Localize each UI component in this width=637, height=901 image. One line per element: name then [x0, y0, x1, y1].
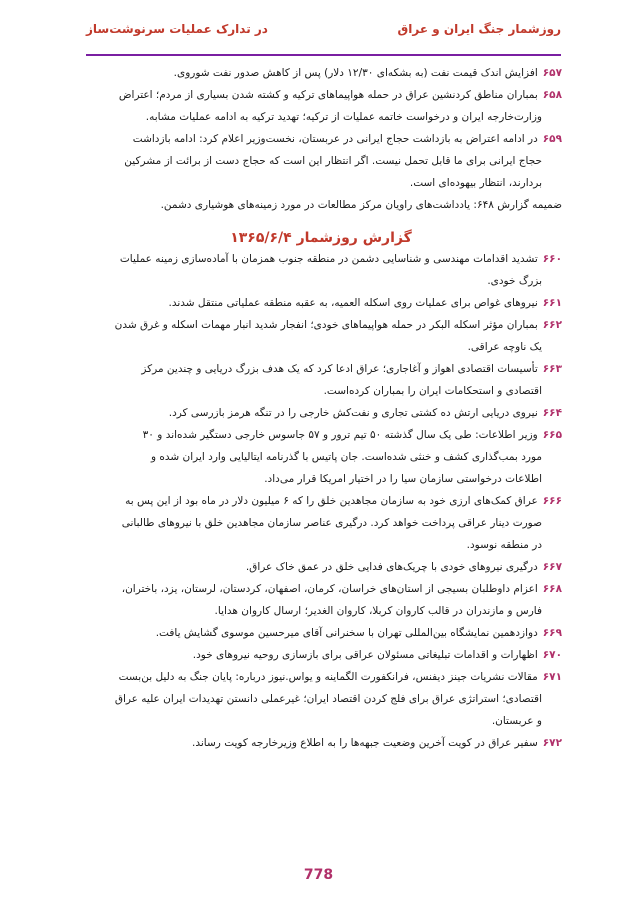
entry-line — [80, 710, 562, 732]
appendix-note: ضمیمه گزارش ۶۴۸: یادداشت‌های راویان مرکز مطالعات در مورد زمینه‌های هوشیاری دشمن. — [160, 199, 562, 211]
entry-line — [80, 270, 562, 292]
entry-text: نیروی دریایی ارتش ده کشتی تجاری و نفت‌کش خارجی را در تنگه هرمز بازرسی کرد. — [168, 407, 538, 419]
page-header — [86, 22, 561, 42]
entry-number: ۶۷۲ — [542, 737, 562, 749]
entry-line — [80, 556, 562, 578]
entry-text: فارس و مازندران در قالب کاروان کربلا، کاروان الغدیر؛ ارسال کاروان هدایا. — [214, 605, 542, 617]
entry-text: درگیری نیروهای خودی با چریک‌های فدایی خلق در عمق خاک عراق. — [245, 561, 538, 573]
entry-number: ۶۶۲ — [542, 319, 562, 331]
entry-text: بمباران مناطق کردنشین عراق در حمله هواپیماهای ترکیه و کشته شدن بسیاری از مردم؛ اعتراض — [118, 89, 538, 101]
entry-text: سفیر عراق در کویت آخرین وضعیت جبهه‌ها را به اطلاع وزیرخارجه کویت رساند. — [192, 737, 538, 749]
entry-number: ۶۶۷ — [542, 561, 562, 573]
entry-line — [80, 688, 562, 710]
entry-number: ۶۷۱ — [542, 671, 562, 683]
entry-text: مورد بمب‌گذاری کشف و خنثی شده‌است. جان پاتیس با گذرنامه ایتالیایی وارد ایران شده و — [150, 451, 542, 463]
entry-number: ۶۶۱ — [542, 297, 562, 309]
entry-line — [80, 150, 562, 172]
entry-line — [80, 666, 562, 688]
entry-line — [80, 424, 562, 446]
entry-text: یک ناوچه عراقی. — [467, 341, 542, 353]
chapter-subtitle: در تدارک عملیات سرنوشت‌ساز — [86, 22, 268, 36]
entry-line — [80, 62, 562, 84]
entry-text: افزایش اندک قیمت نفت (به بشکه‌ای ۱۲/۳۰ دلار) پس از کاهش صدور نفت شوروی. — [173, 67, 538, 79]
entry-line — [80, 512, 562, 534]
entry-number: ۶۵۹ — [542, 133, 562, 145]
entry-number: ۶۵۷ — [542, 67, 562, 79]
entry-number: ۶۶۵ — [542, 429, 562, 441]
entry-line — [80, 578, 562, 600]
entry-text: تشدید اقدامات مهندسی و شناسایی دشمن در منطقه جنوب همزمان با آماده‌سازی زمینه عملیات — [119, 253, 538, 265]
entry-line — [80, 314, 562, 336]
entry-line — [80, 732, 562, 754]
entry-text: اطلاعات درخواستی سازمان سیا را در اختیار امریکا قرار می‌داد. — [264, 473, 542, 485]
entry-text: اظهارات و اقدامات تبلیغاتی مسئولان عراقی برای بازسازی روحیه نیروهای خود. — [192, 649, 538, 661]
entries-part-2 — [80, 248, 562, 754]
entry-text: نیروهای غواص برای عملیات روی اسکله العمیه، به عقبه منطقه عملیاتی منتقل شدند. — [168, 297, 538, 309]
entry-text: حجاج ایرانی برای ما قابل تحمل نیست. اگر انتظار این است که حجاج دست از برائت از مشرکین — [124, 155, 542, 167]
entry-text: در منطقه نوسود. — [466, 539, 542, 551]
entry-number: ۶۶۶ — [542, 495, 562, 507]
entry-text: وزارت‌خارجه ایران و درخواست خاتمه عملیات از ترکیه؛ تهدید ترکیه به ادامه عملیات مشابه. — [145, 111, 542, 123]
entry-line — [80, 292, 562, 314]
entry-line — [80, 468, 562, 490]
entry-number: ۶۶۸ — [542, 583, 562, 595]
entry-number: ۶۶۰ — [542, 253, 562, 265]
entry-text: بردارند، انتظار بیهوده‌ای است. — [409, 177, 542, 189]
entry-number: ۶۶۹ — [542, 627, 562, 639]
entry-line — [80, 248, 562, 270]
entry-line — [80, 128, 562, 150]
entry-text: اقتصادی و استحکامات ایران را بمباران کرده‌است. — [323, 385, 542, 397]
entry-line — [80, 402, 562, 424]
entry-line — [80, 446, 562, 468]
entry-text: بزرگ خودی. — [487, 275, 542, 287]
entry-text: تأسیسات اقتصادی اهواز و آغاجاری؛ عراق ادعا کرد که یک هدف بزرگ دریایی و چندین مرکز — [141, 363, 538, 375]
entry-line — [80, 358, 562, 380]
entry-number: ۶۵۸ — [542, 89, 562, 101]
entry-line — [80, 336, 562, 358]
entry-text: دوازدهمین نمایشگاه بین‌المللی تهران با سخنرانی آقای میرحسین موسوی گشایش یافت. — [155, 627, 538, 639]
entries-part-1 — [80, 62, 562, 194]
entry-text: در ادامه اعتراض به بازداشت حجاج ایرانی در عربستان، نخست‌وزیر اعلام کرد: ادامه بازداشت — [132, 133, 538, 145]
entry-number: ۶۶۳ — [542, 363, 562, 375]
entry-line — [80, 622, 562, 644]
entry-number: ۶۷۰ — [542, 649, 562, 661]
page-body — [80, 62, 562, 754]
section-title: گزارش روزشمار ۱۳۶۵/۶/۴ — [230, 230, 412, 246]
page-number: 778 — [303, 867, 334, 883]
entry-line — [80, 106, 562, 128]
entry-line — [80, 644, 562, 666]
entry-text: مقالات نشریات جینز دیفنس، فرانکفورت الگماینه و یواس.نیوز درباره: پایان جنگ به دلیل بن‌بست — [118, 671, 538, 683]
entry-line — [80, 600, 562, 622]
entry-text: عراق کمک‌های ارزی خود به سازمان مجاهدین خلق را که ۶ میلیون دلار در ماه بود از این پس به — [125, 495, 538, 507]
entry-line — [80, 534, 562, 556]
entry-text: بمباران مؤثر اسکله البکر در حمله هواپیماهای خودی؛ انفجار شدید انبار مهمات اسکله و غرق شدن — [114, 319, 538, 331]
entry-line — [80, 490, 562, 512]
entry-text: و عربستان. — [491, 715, 542, 727]
entry-number: ۶۶۴ — [542, 407, 562, 419]
header-divider — [86, 54, 561, 56]
book-title: روزشمار جنگ ایران و عراق — [397, 22, 561, 36]
entry-text: اقتصادی؛ استراتژی عراق برای فلج کردن اقتصاد ایران؛ غیرعملی دانستن تهدیدات ایران علیه عراق — [114, 693, 542, 705]
entry-text: اعزام داوطلبان بسیجی از استان‌های خراسان، کرمان، اصفهان، کردستان، لرستان، یزد، باختران، — [121, 583, 538, 595]
entry-line — [80, 84, 562, 106]
entry-text: وزیر اطلاعات: طی یک سال گذشته ۵۰ تیم ترور و ۵۷ جاسوس خارجی دستگیر شده‌اند و ۳۰ — [142, 429, 538, 441]
entry-line — [80, 380, 562, 402]
entry-line — [80, 172, 562, 194]
entry-text: صورت دینار عراقی پرداخت خواهد کرد. درگیری عناصر سازمان مجاهدین خلق با نیروهای طالبانی — [121, 517, 542, 529]
